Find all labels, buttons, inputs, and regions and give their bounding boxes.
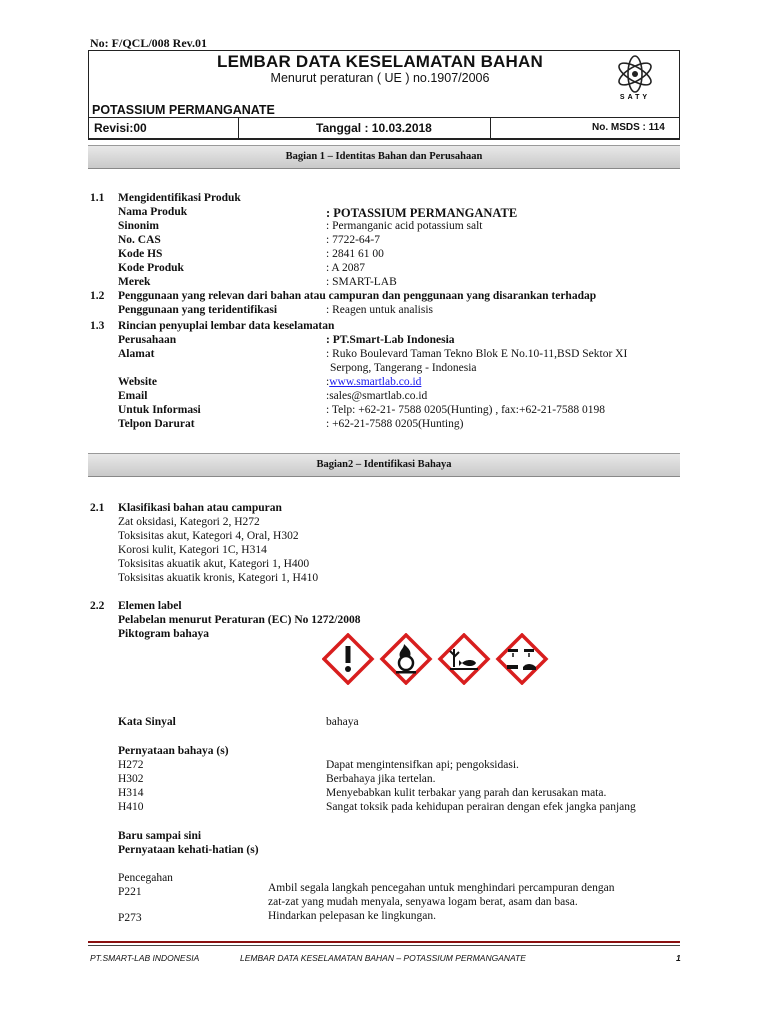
field-value: : Telp: +62-21- 7588 0205(Hunting) , fax:+62-21-7588 0198	[326, 404, 605, 416]
hazard-text: Dapat mengintensifkan api; pengoksidasi.	[326, 759, 519, 771]
document-title: LEMBAR DATA KESELAMATAN BAHAN	[217, 52, 543, 71]
header-divider	[88, 138, 680, 139]
header-cell-divider	[238, 117, 239, 138]
section-2-band: Bagian2 – Identifikasi Bahaya	[88, 453, 680, 477]
field-value: : 2841 61 00	[326, 248, 384, 260]
field-value: : SMART-LAB	[326, 276, 397, 288]
signal-word-value: bahaya	[326, 716, 359, 728]
field-label: Alamat	[118, 348, 155, 360]
labeling-regulation: Pelabelan menurut Peraturan (EC) No 1272/2008	[118, 614, 361, 626]
hazard-pictograms	[322, 633, 554, 685]
field-label: Untuk Informasi	[118, 404, 201, 416]
field-prefix: :	[326, 376, 330, 388]
revision: Revisi:00	[94, 121, 147, 135]
hazard-text: Menyebabkan kulit terbakar yang parah dan kerusakan mata.	[326, 787, 607, 799]
field-label: Email	[118, 390, 148, 402]
email-value: :sales@smartlab.co.id	[326, 390, 428, 402]
classification-item: Toksisitas akuatik akut, Kategori 1, H400	[118, 558, 310, 570]
section-number: 1.3	[90, 320, 105, 332]
website-field	[326, 376, 421, 388]
section-title: Klasifikasi bahan atau campuran	[118, 502, 282, 514]
hazard-code: H410	[118, 801, 144, 813]
field-label: Penggunaan yang teridentifikasi	[118, 304, 278, 316]
precaution-text: Ambil segala langkah pencegahan untuk menghindari percampuran dengan	[268, 882, 615, 894]
issue-date: Tanggal : 10.03.2018	[316, 121, 432, 135]
field-value: : A 2087	[326, 262, 365, 274]
field-label: Telpon Darurat	[118, 418, 195, 430]
product-name: POTASSIUM PERMANGANATE	[92, 103, 275, 117]
hazard-code: H272	[118, 759, 144, 771]
field-value: : Ruko Boulevard Taman Tekno Blok E No.10-11,BSD Sektor XI	[326, 348, 628, 360]
hazard-code: H314	[118, 787, 144, 799]
prevention-label: Pencegahan	[118, 872, 173, 884]
field-value: : 7722-64-7	[326, 234, 380, 246]
field-label: Kode HS	[118, 248, 163, 260]
svg-text:SATY: SATY	[619, 94, 651, 101]
field-label: Sinonim	[118, 220, 159, 232]
section-title: Elemen label	[118, 600, 182, 612]
exclamation-mark-icon	[324, 635, 372, 683]
classification-item: Toksisitas akut, Kategori 4, Oral, H302	[118, 530, 299, 542]
classification-item: Korosi kulit, Kategori 1C, H314	[118, 544, 267, 556]
document-subtitle: Menurut peraturan ( UE ) no.1907/2006	[270, 71, 490, 85]
field-value: : +62-21-7588 0205(Hunting)	[326, 418, 464, 430]
field-label: Kode Produk	[118, 262, 184, 274]
field-value: : POTASSIUM PERMANGANATE	[326, 206, 518, 220]
section-number: 2.2	[90, 600, 105, 612]
precaution-text: Hindarkan pelepasan ke lingkungan.	[268, 910, 436, 922]
corrosion-icon	[498, 635, 546, 683]
header-cell-divider	[490, 117, 491, 138]
field-label: Website	[118, 376, 157, 388]
field-value: : Permanganic acid potassium salt	[326, 220, 483, 232]
footer-rule	[88, 945, 680, 946]
footer-company: PT.SMART-LAB INDONESIA	[90, 953, 200, 963]
signal-word-label: Kata Sinyal	[118, 716, 176, 728]
precaution-statements-title: Pernyataan kehati-hatian (s)	[118, 844, 259, 856]
footer-rule	[88, 941, 680, 943]
section-1-band: Bagian 1 – Identitas Bahan dan Perusahaan	[88, 145, 680, 169]
precaution-code: P221	[118, 886, 142, 898]
document-number: No: F/QCL/008 Rev.01	[90, 36, 207, 50]
field-label: Nama Produk	[118, 206, 188, 218]
header-divider	[88, 117, 680, 118]
field-value: : Reagen untuk analisis	[326, 304, 433, 316]
flame-over-circle-icon	[382, 635, 430, 683]
field-value-continuation: Serpong, Tangerang - Indonesia	[330, 362, 477, 374]
msds-number: No. MSDS : 114	[592, 122, 665, 133]
environment-icon	[440, 635, 488, 683]
field-label: Merek	[118, 276, 151, 288]
pictogram-label: Piktogram bahaya	[118, 628, 210, 640]
precaution-code: P273	[118, 912, 142, 924]
company-logo-icon	[608, 54, 662, 102]
section-title: Rincian penyuplai lembar data keselamatan	[118, 320, 335, 332]
field-value: : PT.Smart-Lab Indonesia	[326, 334, 455, 346]
field-label: Perusahaan	[118, 334, 177, 346]
hazard-text: Sangat toksik pada kehidupan perairan dengan efek jangka panjang	[326, 801, 636, 813]
footer-document-title: LEMBAR DATA KESELAMATAN BAHAN – POTASSIUM PERMANGANATE	[240, 953, 526, 963]
section-number: 2.1	[90, 502, 105, 514]
page-number: 1	[676, 953, 681, 963]
hazard-statements-title: Pernyataan bahaya (s)	[118, 745, 229, 757]
classification-item: Zat oksidasi, Kategori 2, H272	[118, 516, 260, 528]
section-title: Mengidentifikasi Produk	[118, 192, 241, 204]
section-number: 1.1	[90, 192, 105, 204]
hazard-text: Berbahaya jika tertelan.	[326, 773, 436, 785]
section-number: 1.2	[90, 290, 105, 302]
precaution-text-continuation: zat-zat yang mudah menyala, senyawa logam berat, asam dan basa.	[268, 896, 578, 908]
revision-note: Baru sampai sini	[118, 830, 202, 842]
field-label: No. CAS	[118, 234, 161, 246]
hazard-code: H302	[118, 773, 144, 785]
classification-item: Toksisitas akuatik kronis, Kategori 1, H410	[118, 572, 319, 584]
website-link[interactable]: www.smartlab.co.id	[329, 376, 422, 388]
section-title: Penggunaan yang relevan dari bahan atau campuran dan penggunaan yang disarankan terhadap	[118, 290, 597, 302]
